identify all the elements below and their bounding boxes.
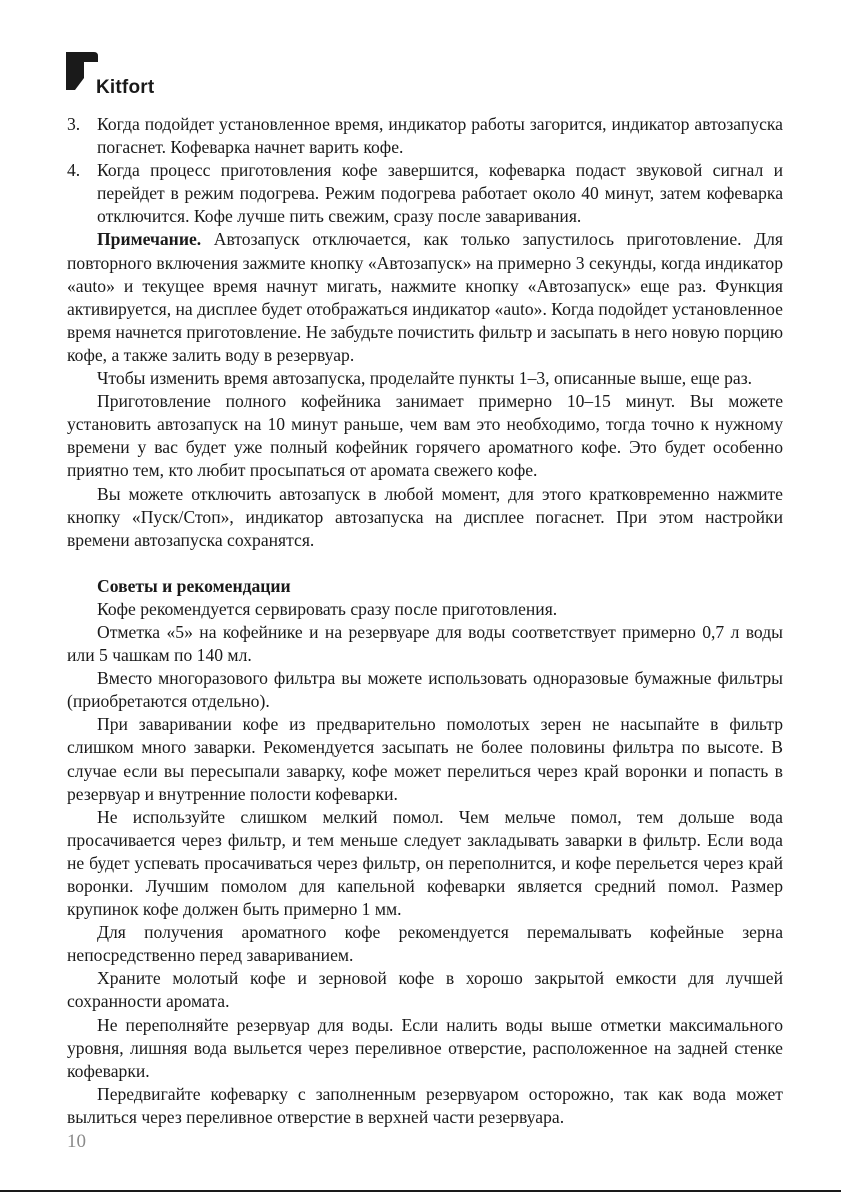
page-number: 10 bbox=[67, 1131, 86, 1152]
note-text: Автозапуск отключается, как только запустилось приготовление. Для повторного включения зажмите кнопку «Автозапуск» на примерно 3 секунды, когда индикатор «auto» и текущее время начнут мигать, нажмите кнопку «Автозапуск» еще раз. Функция активируется, на дисплее будет отображаться индикатор «auto». Когда подойдет установленное время начнется приготовление. Не забудьте почистить фильтр и засыпать в него новую порцию кофе, а также залить воду в резервуар. bbox=[67, 229, 783, 365]
brand-name: Kitfort bbox=[96, 77, 155, 98]
paragraph: Кофе рекомендуется сервировать сразу после приготовления. bbox=[97, 598, 558, 619]
bottom-rule bbox=[0, 1190, 841, 1192]
list-item bbox=[67, 159, 783, 228]
list-item-number: 3. bbox=[67, 114, 81, 134]
list-item-text: Когда процесс приготовления кофе завершится, кофеварка подаст звуковой сигнал и перейдет в режим подогрева. Режим подогрева работает около 40 минут, затем кофеварка отключится. Кофе лучше пить свежим, сразу после заваривания. bbox=[97, 160, 783, 227]
paragraph: Не используйте слишком мелкий помол. Чем мельче помол, тем дольше вода просачивается через фильтр, и тем меньше следует закладывать заварки в фильтр. Если вода не будет успевать просачиваться через фильтр, он переполнится, и кофе перельется через край воронки. Лучшим помолом для капельной кофеварки является средний помол. Размер крупинок кофе должен быть примерно 1 мм. bbox=[67, 806, 783, 920]
note-paragraph bbox=[67, 228, 783, 367]
paragraph: Для получения ароматного кофе рекомендуется перемалывать кофейные зерна непосредственно перед завариванием. bbox=[67, 922, 783, 966]
paragraph: Вместо многоразового фильтра вы можете использовать одноразовые бумажные фильтры (приобретаются отдельно). bbox=[67, 668, 783, 712]
paragraph: Не переполняйте резервуар для воды. Если налить воды выше отметки максимального уровня, лишняя вода выльется через переливное отверстие, расположенное на задней стенке кофеварки. bbox=[67, 1014, 783, 1081]
list-item bbox=[67, 113, 783, 159]
paragraph: Отметка «5» на кофейнике и на резервуаре для воды соответствует примерно 0,7 л воды или 5 чашкам по 140 мл. bbox=[67, 621, 783, 666]
paragraph: Вы можете отключить автозапуск в любой момент, для этого кратковременно нажмите кнопку «Пуск/Стоп», индикатор автозапуска на дисплее погаснет. При этом настройки времени автозапуска сохранятся. bbox=[67, 483, 783, 550]
paragraph: При заваривании кофе из предварительно помолотых зерен не насыпайте в фильтр слишком много заварки. Рекомендуется засыпать не более половины фильтра по высоте. В случае если вы пересыпали заварку, кофе может перелиться через край воронки и попасть в резервуар и внутренние полости кофеварки. bbox=[67, 714, 783, 804]
list-item-text: Когда подойдет установленное время, индикатор работы загорится, индикатор автозапуска погаснет. Кофеварка начнет варить кофе. bbox=[97, 114, 783, 158]
paragraph: Чтобы изменить время автозапуска, проделайте пункты 1–3, описанные выше, еще раз. bbox=[97, 368, 753, 389]
paragraph: Передвигайте кофеварку с заполненным резервуаром осторожно, так как вода может вылиться через переливное отверстие в верхней части резервуара. bbox=[67, 1083, 783, 1127]
paragraph: Храните молотый кофе и зерновой кофе в хорошо закрытой емкости для лучшей сохранности аромата. bbox=[67, 968, 783, 1012]
page-content bbox=[67, 113, 783, 1129]
section-heading: Советы и рекомендации bbox=[97, 575, 291, 596]
kitfort-logo-mark-icon bbox=[66, 52, 98, 96]
list-item-number: 4. bbox=[67, 160, 81, 181]
paragraph: Приготовление полного кофейника занимает примерно 10–15 минут. Вы можете установить автозапуск на 10 минут раньше, чем вам это необходимо, тогда точно к нужному времени у вас будет уже полный кофейник горячего ароматного кофе. Это будет особенно приятно тем, кто любит просыпаться от аромата свежего кофе. bbox=[67, 391, 783, 481]
note-label: Примечание. bbox=[97, 229, 202, 250]
